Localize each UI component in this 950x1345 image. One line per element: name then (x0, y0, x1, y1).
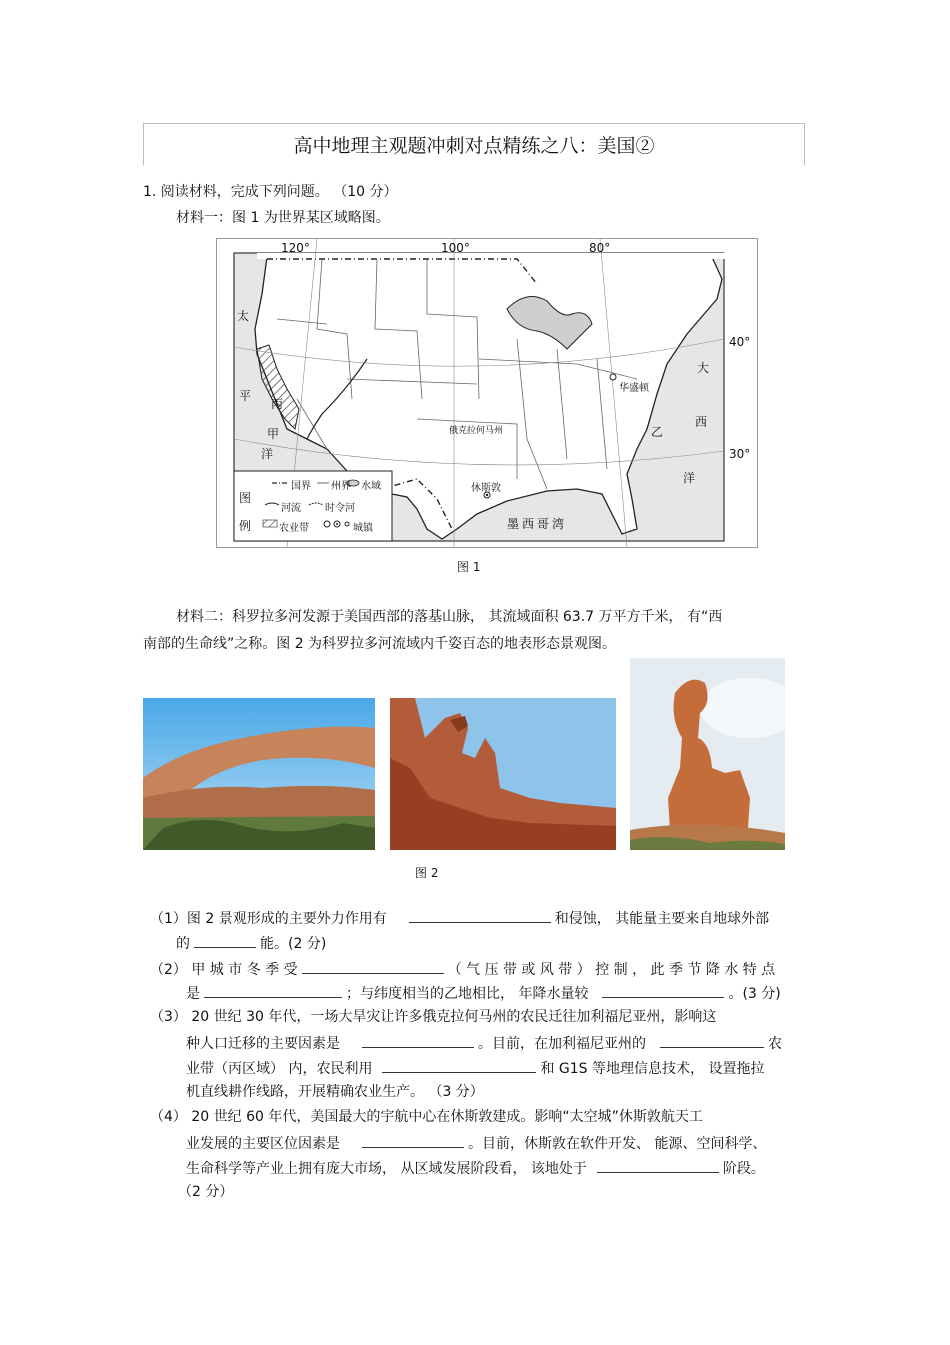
subq1-text-a: （1）图 2 景观形成的主要外力作用有 (150, 911, 387, 927)
subq3-blank-3[interactable] (382, 1057, 536, 1073)
material-two-line-1: 材料二：科罗拉多河发源于美国西部的落基山脉， 其流域面积 63.7 万平方千米， 有“西 (176, 609, 723, 625)
subq1-text-b: 和侵蚀， 其能量主要来自地球外部 (554, 911, 770, 927)
subq3-text-f: 和 G1S 等地理信息技术， 设置拖拉 (540, 1061, 765, 1077)
subq2-text-a: （2） 甲 城 市 冬 季 受 (150, 962, 298, 978)
legend-national-border: 国界 (291, 481, 311, 492)
figure-2-caption: 图 2 (415, 866, 439, 880)
subq3-line3 (186, 1057, 764, 1079)
label-jia: 甲 (267, 427, 280, 441)
subq1-text-c: 的 (176, 936, 190, 952)
legend-agri-belt: 农业带 (279, 523, 309, 534)
subq2-blank-2[interactable] (204, 982, 342, 998)
subq2-blank-3[interactable] (602, 982, 724, 998)
label-yi: 乙 (651, 425, 664, 439)
lon-label-80: 80° (589, 241, 611, 255)
lon-label-100: 100° (441, 241, 470, 255)
subq4-line4: （2 分） (178, 1184, 234, 1200)
subq4-line3 (186, 1157, 765, 1179)
subq3-text-c: 。目前，在加利福尼亚州的 (478, 1036, 646, 1052)
lon-label-120: 120° (281, 241, 310, 255)
ocean-pacific-2: 平 (239, 389, 252, 403)
legend-title-2: 例 (239, 519, 252, 533)
subq2-line2 (186, 982, 781, 1004)
subq3-line4: 机直线耕作线路，开展精确农业生产。 （3 分） (186, 1084, 484, 1100)
lat-label-40: 40° (729, 335, 751, 349)
ocean-atlantic-1: 大 (697, 361, 710, 375)
subq1-blank-1[interactable] (409, 907, 551, 923)
subq1-line2 (176, 932, 326, 954)
legend-state-line: 州界 (331, 481, 351, 492)
subq4-text-d: 生命科学等产业上拥有庞大市场， 从区域发展阶段看， 该地处于 (186, 1161, 587, 1177)
material-two-line-2: 南部的生命线”之称。图 2 为科罗拉多河流域内千姿百态的地表形态景观图。 (143, 636, 617, 652)
figure-1-caption: 图 1 (457, 560, 481, 574)
legend-water: 水域 (361, 481, 381, 492)
subq3-blank-1[interactable] (362, 1032, 474, 1048)
subq2-text-b: （ 气 压 带 或 风 带 ） 控 制 ， 此 季 节 降 水 特 点 (447, 962, 776, 978)
subq3-text-e: 业带（丙区域） 内，农民利用 (186, 1061, 373, 1077)
ocean-atlantic-3: 洋 (683, 471, 696, 485)
subq2-text-c: 是 (186, 986, 200, 1002)
label-houston: 休斯敦 (471, 483, 501, 494)
legend-river: 河流 (281, 503, 301, 514)
subq3-line2 (186, 1032, 782, 1054)
subq4-text-c: 。目前，休斯敦在软件开发、 能源、空间科学、 (468, 1136, 767, 1152)
washington-dot (610, 374, 616, 380)
region-map (216, 238, 758, 548)
subq3-text-b: 种人口迁移的主要因素是 (186, 1036, 340, 1052)
subq2-line1 (150, 958, 775, 980)
photo-rock-fins (390, 698, 616, 850)
subq4-line1: （4） 20 世纪 60 年代，美国最大的宇航中心在休斯敦建成。影响“太空城”休斯敦航天工 (150, 1109, 703, 1125)
subq1-blank-2[interactable] (194, 932, 256, 948)
legend-title-1: 图 (239, 491, 252, 505)
ocean-pacific-3: 洋 (261, 447, 274, 461)
subq3-blank-2[interactable] (660, 1032, 764, 1048)
material-one-text: 材料一：图 1 为世界某区域略图。 (176, 210, 390, 226)
subq2-blank-1[interactable] (302, 958, 444, 974)
subq1-line1 (150, 907, 769, 929)
lat-label-30: 30° (729, 447, 751, 461)
label-bing: 丙 (271, 397, 284, 411)
subq3-text-d: 农 (768, 1036, 782, 1052)
subq2-text-d: ；与纬度相当的乙地相比， 年降水量较 (346, 986, 589, 1002)
ocean-pacific-1: 太 (237, 309, 250, 323)
page-title: 高中地理主观题冲刺对点精练之八：美国② (293, 135, 655, 157)
label-oklahoma: 俄克拉何马州 (449, 426, 504, 436)
subq4-text-b: 业发展的主要区位因素是 (186, 1136, 340, 1152)
ocean-atlantic-2: 西 (695, 415, 708, 429)
legend-seasonal-river: 时令河 (325, 503, 355, 514)
subq4-blank-1[interactable] (362, 1132, 464, 1148)
photo-natural-arch (143, 698, 375, 850)
subq2-text-e: 。(3 分) (728, 986, 781, 1002)
question-intro: 1. 阅读材料，完成下列问题。 （10 分） (143, 184, 398, 200)
label-washington: 华盛顿 (619, 383, 649, 394)
subq1-text-d: 能。(2 分) (260, 936, 327, 952)
legend-town: 城镇 (353, 523, 373, 534)
label-gulf: 墨西哥湾 (507, 517, 568, 531)
photo-balanced-rock (630, 658, 785, 850)
subq4-line2 (186, 1132, 766, 1154)
subq4-blank-2[interactable] (597, 1157, 719, 1173)
subq3-line1: （3） 20 世纪 30 年代，一场大旱灾让许多俄克拉何马州的农民迁往加利福尼亚州，影响这 (150, 1009, 717, 1025)
subq4-text-e: 阶段。 (722, 1161, 765, 1177)
